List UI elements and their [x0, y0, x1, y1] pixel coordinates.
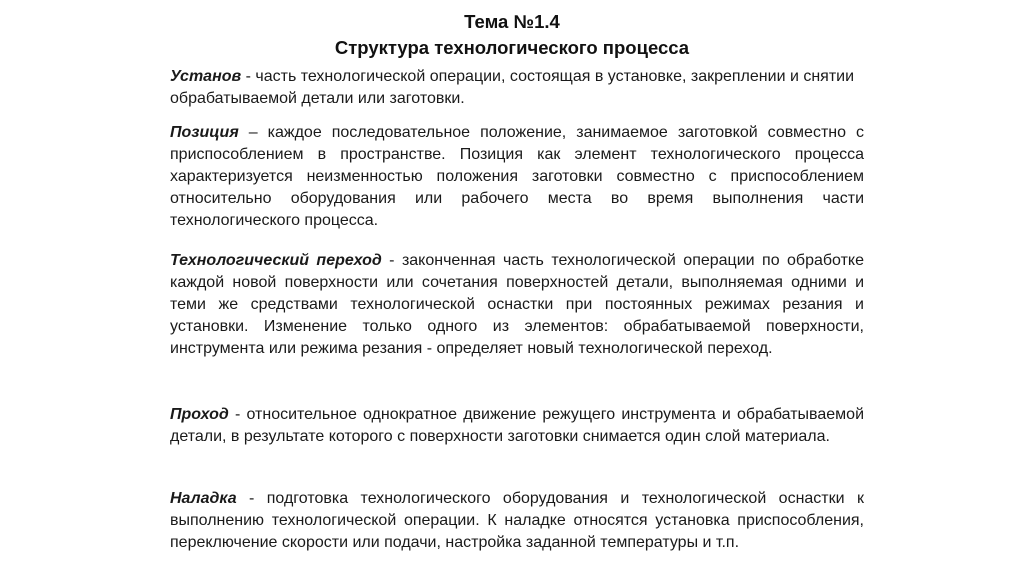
definition-ustanov [170, 66, 864, 110]
definition-text-naladka: - подготовка технологического оборудования и технологической оснастки к выполнению технологической операции. К наладке относятся установка приспособления, переключение скорости или подачи, настройка заданной температуры и т.п. [170, 490, 864, 551]
definition-text-pozitsiya: – каждое последовательное положение, занимаемое заготовкой совместно с приспособлением в пространстве. Позиция как элемент технологического процесса характеризуется неизменностью положения заготовки совместно с приспособлением относительно оборудования или рабочего места во время выполнения части технологического процесса. [170, 124, 864, 229]
definition-text-ustanov: - часть технологической операции, состоящая в установке, закреплении и снятии обрабатываемой детали или заготовки. [170, 68, 855, 107]
term-ustanov: Установ [170, 68, 242, 85]
definition-text-tech-perehod: - законченная часть технологической операции по обработке каждой новой поверхности или сочетания поверхностей детали, выполняемая одними и теми же средствами технологической оснастки при постоянных режимах резания и установки. Изменение только одного из элементов: обрабатываемой поверхности, инструмента или режима резания - определяет новый технологической переход. [170, 252, 865, 357]
definition-naladka [170, 488, 864, 554]
topic-number: Тема №1.4 [464, 11, 560, 32]
definition-prohod [170, 404, 864, 448]
definition-tech-perehod [170, 250, 864, 360]
term-naladka: Наладка [170, 490, 237, 507]
term-pozitsiya: Позиция [170, 124, 239, 141]
term-prohod: Проход [170, 406, 229, 423]
definition-text-prohod: - относительное однократное движение режущего инструмента и обрабатываемой детали, в результате которого с поверхности заготовки снимается один слой материала. [170, 406, 864, 445]
term-tech-perehod: Технологический переход [170, 252, 382, 269]
page-title: Структура технологического процесса [334, 37, 690, 58]
definition-pozitsiya [170, 122, 864, 232]
